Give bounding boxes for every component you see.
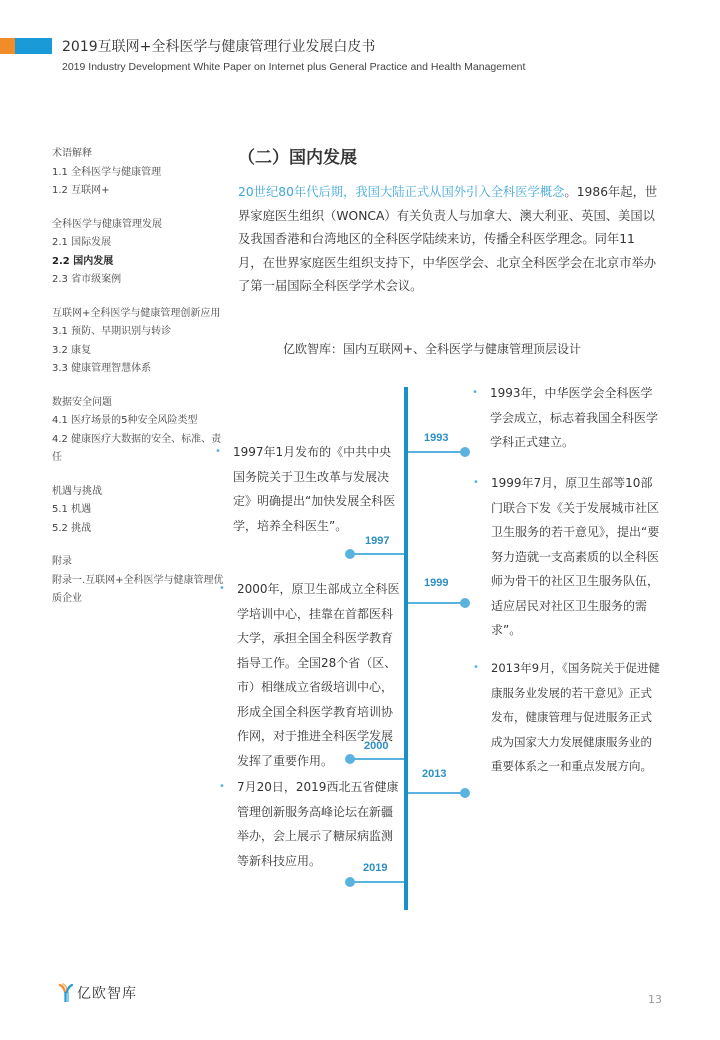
toc-group-appendix xyxy=(52,553,227,609)
toc-item[interactable]: 3.2 康复 xyxy=(52,344,92,356)
timeline-dot xyxy=(460,447,470,457)
table-of-contents xyxy=(52,145,227,624)
section-title: （二）国内发展 xyxy=(238,148,357,168)
page-number: 13 xyxy=(648,993,662,1006)
toc-item[interactable]: 附录 xyxy=(52,556,72,567)
figure-caption: 亿欧智库：国内互联网+、全科医学与健康管理顶层设计 xyxy=(283,342,582,356)
timeline-branch xyxy=(408,602,464,604)
toc-item[interactable]: 5.1 机遇 xyxy=(52,504,92,515)
logo-icon xyxy=(58,983,74,1003)
toc-item[interactable]: 数据安全问题 xyxy=(52,396,112,408)
year-label-1997: 1997 xyxy=(365,535,390,547)
document-title: 2019互联网+全科医学与健康管理行业发展白皮书 xyxy=(62,39,376,55)
header-accent-blue xyxy=(15,38,52,54)
toc-item[interactable]: 4.1 医疗场景的5种安全风险类型 xyxy=(52,415,198,426)
header-accent-orange xyxy=(0,38,15,54)
logo-text: 亿欧智库 xyxy=(77,986,137,1002)
toc-item-active[interactable]: 2.2 国内发展 xyxy=(52,255,114,267)
timeline-event-2019 xyxy=(219,775,403,873)
timeline-dot xyxy=(460,598,470,608)
toc-item[interactable]: 1.1 全科医学与健康管理 xyxy=(52,166,162,178)
bullet-icon: • xyxy=(215,446,221,457)
timeline-axis xyxy=(404,387,408,910)
year-label-2013: 2013 xyxy=(422,768,447,780)
timeline-event-1999 xyxy=(473,471,663,643)
toc-group-development xyxy=(52,216,227,290)
event-text: 1993年，中华医学会全科医学学会成立，标志着我国全科医学学科正式建立。 xyxy=(490,386,659,449)
timeline-branch xyxy=(408,792,464,794)
event-text: 2000年，原卫生部成立全科医学培训中心，挂靠在首都医科大学，承担全国全科医学教育指导工作。全国28个省（区、市）相继成立省级培训中心，形成全国全科医学教育培训协作网，对于推进全科医学发展发挥了重要作用。 xyxy=(237,582,400,768)
toc-item[interactable]: 术语解释 xyxy=(52,148,92,159)
timeline-event-2000 xyxy=(219,577,401,773)
document-subtitle: 2019 Industry Development White Paper on Internet plus General Practice and Health Management xyxy=(62,61,526,73)
toc-item[interactable]: 4.2 健康医疗大数据的安全、标准、责任 xyxy=(52,433,222,463)
event-text: 2013年9月，《国务院关于促进健康服务业发展的若干意见》正式发布，健康管理与促进服务正式成为国家大力发展健康服务业的重要体系之一和重点发展方向。 xyxy=(491,661,660,773)
intro-text: 。1986年起，世界家庭医生组织（WONCA）有关负责人与加拿大、澳大利亚、英国、美国以及我国香港和台湾地区的全科医学陆续来访，传播全科医学理念。同年11月，在世界家庭医生组织支持下，中华医学会、北京全科医学会在北京市举办了第一届国际全科医学学术会议。 xyxy=(238,185,658,293)
timeline-event-1997 xyxy=(215,440,397,538)
year-label-2000: 2000 xyxy=(364,740,389,752)
toc-item[interactable]: 2.3 省市级案例 xyxy=(52,274,122,285)
year-label-2019: 2019 xyxy=(363,862,388,874)
year-label-1993: 1993 xyxy=(424,432,449,444)
toc-group-innovation xyxy=(52,305,227,379)
bullet-icon: • xyxy=(219,781,225,792)
timeline-branch xyxy=(350,553,404,555)
toc-item[interactable]: 2.1 国际发展 xyxy=(52,237,112,248)
toc-group-security xyxy=(52,394,227,468)
timeline-dot xyxy=(345,549,355,559)
toc-item[interactable]: 机遇与挑战 xyxy=(52,485,102,497)
intro-paragraph xyxy=(238,181,658,299)
event-text: 1997年1月发布的《中共中央国务院关于卫生改革与发展决定》明确提出“加快发展全科医学，培养全科医生”。 xyxy=(233,445,396,533)
year-label-1999: 1999 xyxy=(424,577,449,589)
toc-group-opportunities xyxy=(52,483,227,539)
toc-item[interactable]: 附录一.互联网+全科医学与健康管理优质企业 xyxy=(52,574,224,604)
timeline-branch xyxy=(350,881,404,883)
toc-item[interactable]: 互联网+全科医学与健康管理创新应用 xyxy=(52,307,221,319)
bullet-icon: • xyxy=(472,387,478,398)
toc-item[interactable]: 3.1 预防、早期识别与转诊 xyxy=(52,326,172,337)
timeline-dot xyxy=(460,788,470,798)
toc-item[interactable]: 5.2 挑战 xyxy=(52,522,92,534)
toc-item[interactable]: 3.3 健康管理智慧体系 xyxy=(52,363,152,374)
intro-highlight: 20世纪80年代后期，我国大陆正式从国外引入全科医学概念 xyxy=(238,185,565,199)
event-text: 7月20日，2019西北五省健康管理创新服务高峰论坛在新疆举办，会上展示了糖尿病监测等新科技应用。 xyxy=(237,780,399,868)
timeline-event-1993 xyxy=(472,381,660,455)
bullet-icon: • xyxy=(473,477,479,488)
toc-item[interactable]: 1.2 互联网+ xyxy=(52,185,110,196)
timeline-dot xyxy=(345,877,355,887)
toc-item[interactable]: 全科医学与健康管理发展 xyxy=(52,218,162,230)
toc-group-terms xyxy=(52,145,227,201)
bullet-icon: • xyxy=(473,662,479,673)
event-text: 1999年7月，原卫生部等10部门联合下发《关于发展城市社区卫生服务的若干意见》，提出“要努力造就一支高素质的以全科医师为骨干的社区卫生服务队伍，适应居民对社区卫生服务的需求”。 xyxy=(491,476,660,637)
bullet-icon: • xyxy=(219,583,225,594)
brand-logo xyxy=(58,983,137,1003)
timeline-branch xyxy=(408,451,464,453)
timeline-event-2013 xyxy=(473,656,663,779)
